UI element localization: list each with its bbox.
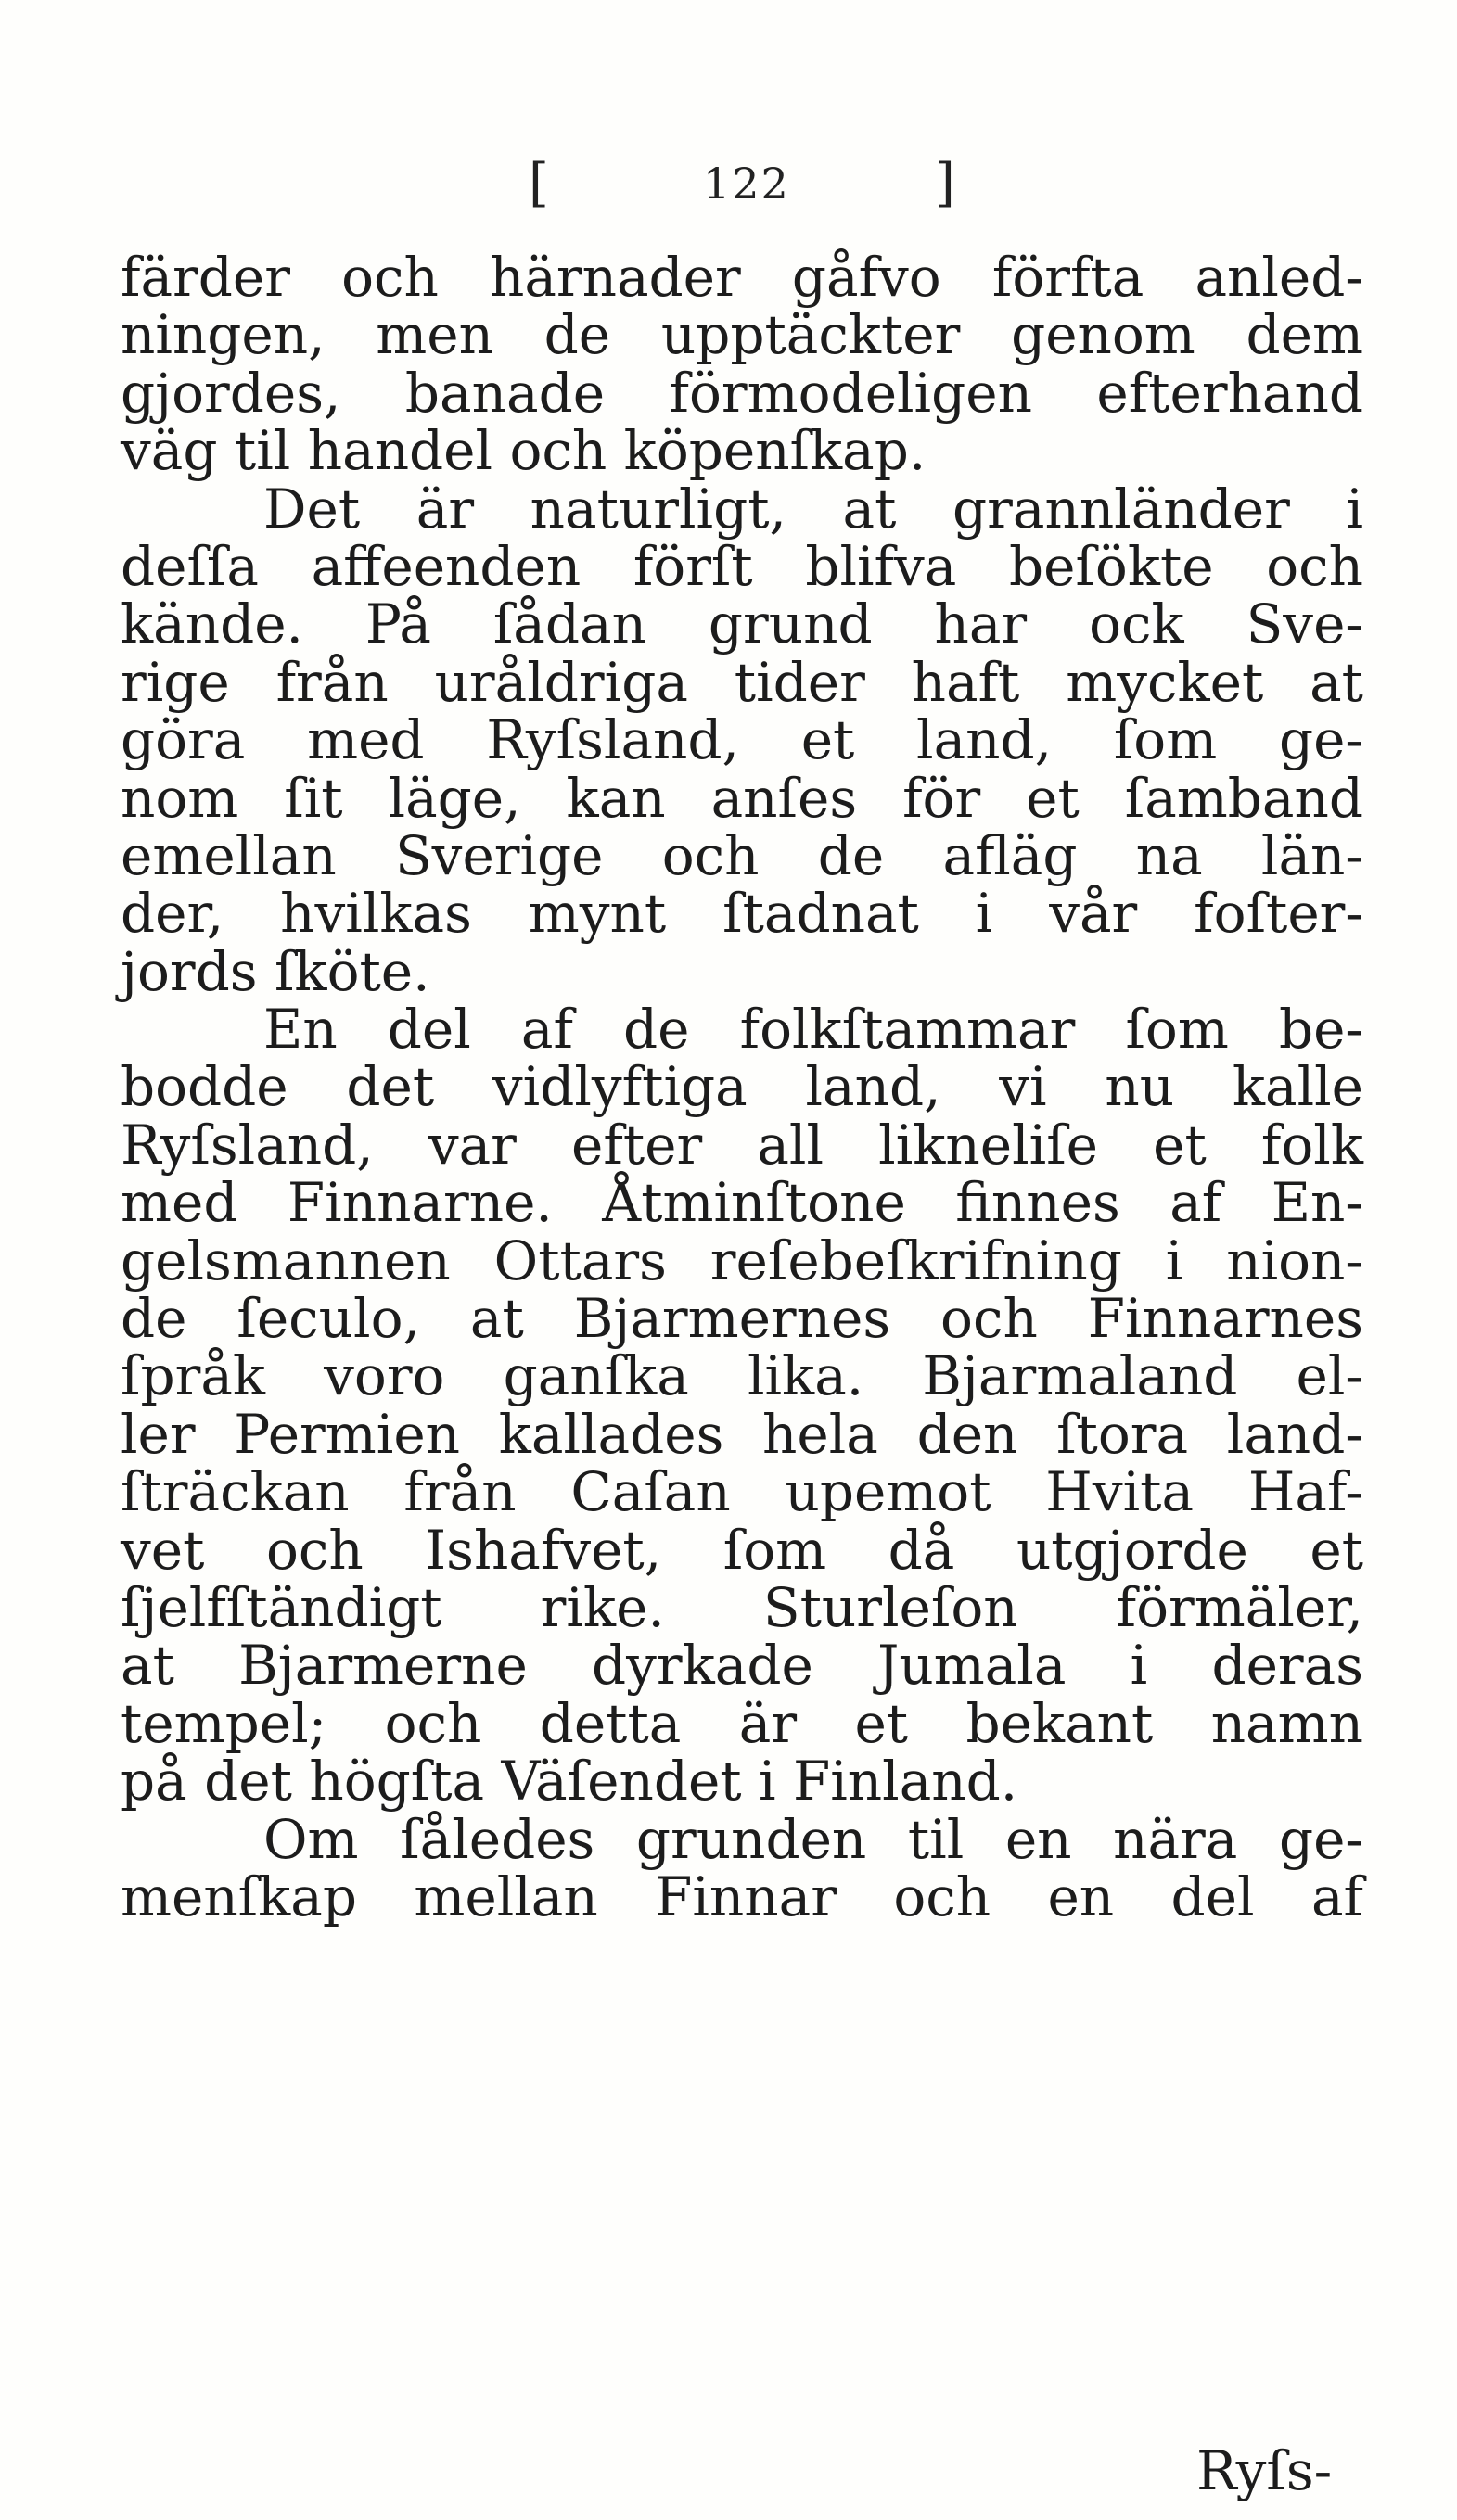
- text-line: ler Permien kallades hela den ſtora land-: [121, 1402, 1363, 1466]
- catchword: Ryſs-: [1196, 2439, 1333, 2502]
- text-line: göra med Ryſsland, et land, ſom ge-: [121, 708, 1363, 772]
- text-line: ſpråk voro ganſka lika. Bjarmaland el-: [121, 1344, 1363, 1408]
- text-line: bodde det vidlyftiga land, vi nu kalle: [121, 1055, 1363, 1119]
- text-line: rige från uråldriga tider haft mycket at: [121, 650, 1363, 714]
- text-line: tempel; och detta är et bekant namn: [121, 1691, 1363, 1755]
- right-bracket: ]: [935, 153, 955, 213]
- text-line: Ryſsland, var efter all likneliſe et folk: [121, 1113, 1363, 1177]
- text-line: der, hvilkas mynt ſtadnat i vår foſter-: [121, 882, 1363, 946]
- text-line: ningen, men de upptäckter genom dem: [121, 303, 1363, 367]
- page-header: [529, 146, 955, 221]
- body-text: [121, 248, 1363, 1926]
- text-line: de ſeculo, at Bjarmernes och Finnarnes: [121, 1287, 1363, 1351]
- page-number: 122: [703, 159, 790, 209]
- text-line: gelsmannen Ottars reſebeſkrifning i nion-: [121, 1228, 1363, 1292]
- text-line: väg til handel och köpenſkap.: [121, 419, 927, 483]
- text-line: vet och Ishafvet, ſom då utgjorde et: [121, 1518, 1363, 1582]
- text-line: kände. På ſådan grund har ock Sve-: [121, 592, 1363, 656]
- text-line: deſſa affeenden förſt blifva beſökte och: [121, 534, 1363, 598]
- text-line: på det högſta Väſendet i Finland.: [121, 1750, 1018, 1814]
- text-line: med Finnarne. Åtminſtone finnes af En-: [121, 1171, 1363, 1235]
- text-line: nom ſit läge, kan anſes för et ſamband: [121, 766, 1363, 830]
- text-line: färder och härnader gåfvo förfta anled-: [121, 246, 1363, 309]
- text-line: ſjelfſtändigt rike. Sturleſon förmäler,: [121, 1575, 1363, 1639]
- paragraph-start-line: Det är naturligt, at grannländer i: [263, 477, 1363, 541]
- paragraph-start-line: Om ſåledes grunden til en nära ge-: [263, 1807, 1363, 1871]
- text-line: ſträckan från Caſan upemot Hvita Haf-: [121, 1460, 1363, 1524]
- left-bracket: [: [529, 153, 549, 213]
- text-line: menſkap mellan Finnar och en del af: [121, 1865, 1363, 1928]
- text-line: emellan Sverige och de afläg na län-: [121, 823, 1363, 887]
- text-line: jords ſköte.: [121, 939, 430, 1003]
- text-line: gjordes, banade förmodeligen efterhand: [121, 361, 1363, 425]
- paragraph-start-line: En del af de folkſtammar ſom be-: [263, 998, 1363, 1062]
- text-line: at Bjarmerne dyrkade Jumala i deras: [121, 1634, 1363, 1698]
